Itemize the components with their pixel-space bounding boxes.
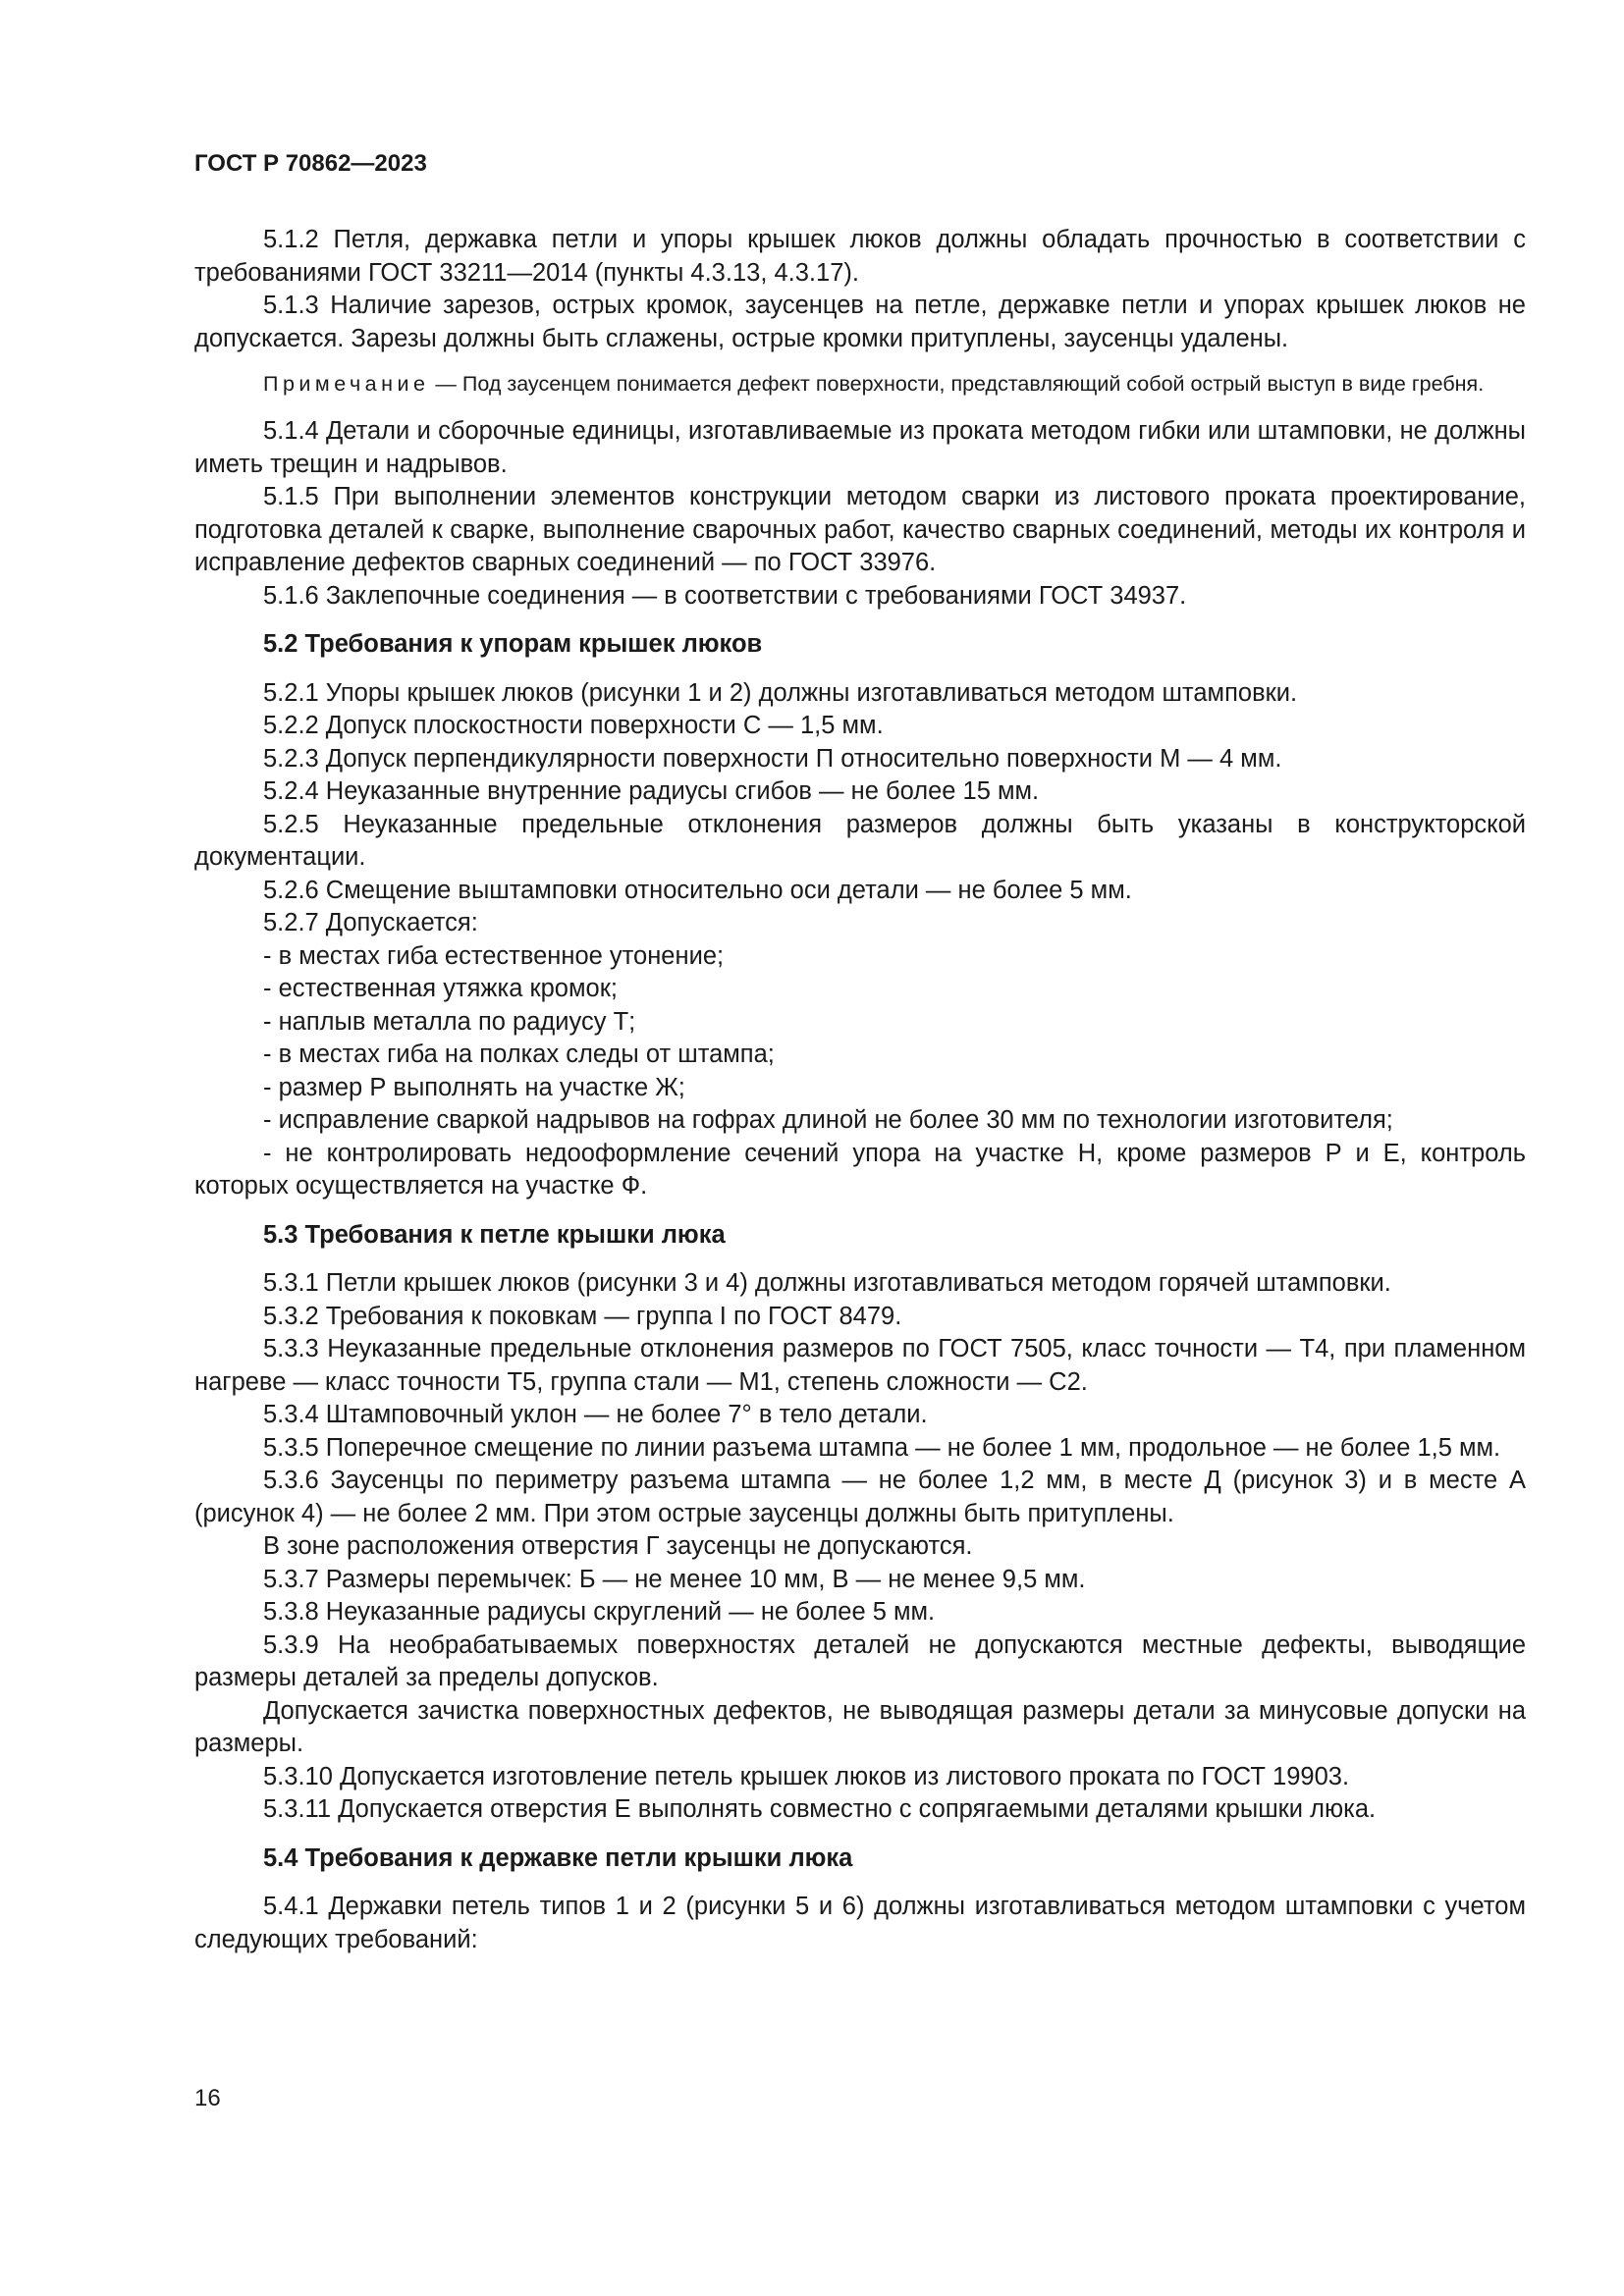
section-heading-5-3: 5.3 Требования к петле крышки люка (263, 1220, 726, 1249)
paragraph-5-2-4: 5.2.4 Неуказанные внутренние радиусы сгибов — не более 15 мм. (263, 777, 1040, 805)
paragraph-5-1-4: 5.1.4 Детали и сборочные единицы, изготавливаемые из проката методом гибки или штамповки, не должны иметь трещин и надрывов. (194, 417, 1526, 478)
list-item: - в местах гиба на полках следы от штампа; (263, 1041, 775, 1068)
list-item: - не контролировать недооформление сечений упора на участке Н, кроме размеров Р и Е, контроль которых осуществляется на участке Ф. (194, 1139, 1526, 1200)
section-heading-5-2: 5.2 Требования к упорам крышек люков (263, 630, 763, 658)
paragraph-5-3-7: 5.3.7 Размеры перемычек: Б — не менее 10 мм, В — не менее 9,5 мм. (263, 1565, 1086, 1593)
list-item: - размер Р выполнять на участке Ж; (263, 1073, 685, 1101)
paragraph-5-3-8: 5.3.8 Неуказанные радиусы скруглений — не более 5 мм. (263, 1598, 936, 1626)
paragraph-5-3-3: 5.3.3 Неуказанные предельные отклонения размеров по ГОСТ 7505, класс точности — Т4, при пламенном нагреве — класс точности Т5, группа стали — М1, степень сложности — С2. (194, 1335, 1526, 1396)
paragraph-5-3-10: 5.3.10 Допускается изготовление петель крышек люков из листового проката по ГОСТ 19903. (263, 1762, 1350, 1790)
note-label: Примечание (263, 372, 430, 396)
paragraph-5-2-3: 5.2.3 Допуск перпендикулярности поверхности П относительно поверхности М — 4 мм. (263, 744, 1282, 773)
paragraph-5-2-1: 5.2.1 Упоры крышек люков (рисунки 1 и 2) должны изготавливаться методом штамповки. (263, 678, 1298, 707)
paragraph-5-4-1: 5.4.1 Державки петель типов 1 и 2 (рисунки 5 и 6) должны изготавливаться методом штамповки с учетом следующих требований: (194, 1893, 1526, 1953)
paragraph-5-3-1: 5.3.1 Петли крышек люков (рисунки 3 и 4) должны изготавливаться методом горячей штамповки. (263, 1269, 1391, 1297)
paragraph-5-3-11: 5.3.11 Допускается отверстия Е выполнять совместно с сопрягаемыми деталями крышки люка. (263, 1795, 1377, 1823)
paragraph-5-2-7: 5.2.7 Допускается: (263, 909, 478, 936)
paragraph-5-3-6: 5.3.6 Заусенцы по периметру разъема штампа — не более 1,2 мм, в месте Д (рисунок 3) и в месте А (рисунок 4) — не более 2 мм. При этом острые заусенцы должны быть притуплены. (194, 1467, 1526, 1527)
paragraph-5-2-6: 5.2.6 Смещение выштамповки относительно оси детали — не более 5 мм. (263, 876, 1132, 904)
paragraph-5-3-5: 5.3.5 Поперечное смещение по линии разъема штампа — не более 1 мм, продольное — не более 1,5 мм. (263, 1433, 1501, 1462)
document-header: ГОСТ Р 70862—2023 (194, 150, 427, 177)
paragraph-5-2-2: 5.2.2 Допуск плоскостности поверхности С — 1,5 мм. (263, 712, 884, 739)
list-item: - в местах гиба естественное утонение; (263, 941, 725, 970)
paragraph-5-3-9-cont: Допускается зачистка поверхностных дефектов, не выводящая размеры детали за минусовые допуски на размеры. (194, 1696, 1526, 1757)
paragraph-5-3-2: 5.3.2 Требования к поковкам — группа I по ГОСТ 8479. (263, 1302, 902, 1330)
paragraph-5-2-5: 5.2.5 Неуказанные предельные отклонения размеров должны быть указаны в конструкторской документации. (194, 810, 1526, 871)
paragraph-5-1-5: 5.1.5 При выполнении элементов конструкции методом сварки из листового проката проектирование, подготовка деталей к сварке, выполнение сварочных работ, качество сварных соединений, методы их контроля и исправление дефектов сварных соединений — по ГОСТ 33976. (194, 483, 1526, 576)
list-item: - наплыв металла по радиусу Т; (263, 1007, 636, 1036)
list-item: - исправление сваркой надрывов на гофрах длиной не более 30 мм по технологии изготовителя; (263, 1106, 1393, 1134)
document-body (194, 224, 1526, 1956)
note-text: — Под заусенцем понимается дефект поверхности, представляющий собой острый выступ в виде гребня. (429, 372, 1485, 396)
note (194, 369, 1526, 400)
page-number: 16 (194, 2085, 221, 2111)
section-heading-5-4: 5.4 Требования к державке петли крышки люка (263, 1843, 853, 1872)
list-item: - естественная утяжка кромок; (263, 975, 618, 1002)
paragraph-5-1-3: 5.1.3 Наличие зарезов, острых кромок, заусенцев на петле, державке петли и упорах крышек люков не допускается. Зарезы должны быть сглажены, острые кромки притуплены, заусенцы удалены. (194, 292, 1526, 352)
paragraph-5-3-6-cont: В зоне расположения отверстия Г заусенцы не допускаются. (263, 1532, 973, 1560)
paragraph-5-1-6: 5.1.6 Заклепочные соединения — в соответствии с требованиями ГОСТ 34937. (263, 581, 1187, 610)
paragraph-5-1-2: 5.1.2 Петля, державка петли и упоры крышек люков должны обладать прочностью в соответствии с требованиями ГОСТ 33211—2014 (пункты 4.3.13, 4.3.17). (194, 226, 1526, 287)
paragraph-5-3-4: 5.3.4 Штамповочный уклон — не более 7° в тело детали. (263, 1401, 928, 1428)
paragraph-5-3-9: 5.3.9 На необрабатываемых поверхностях деталей не допускаются местные дефекты, выводящие размеры деталей за пределы допусков. (194, 1630, 1526, 1691)
